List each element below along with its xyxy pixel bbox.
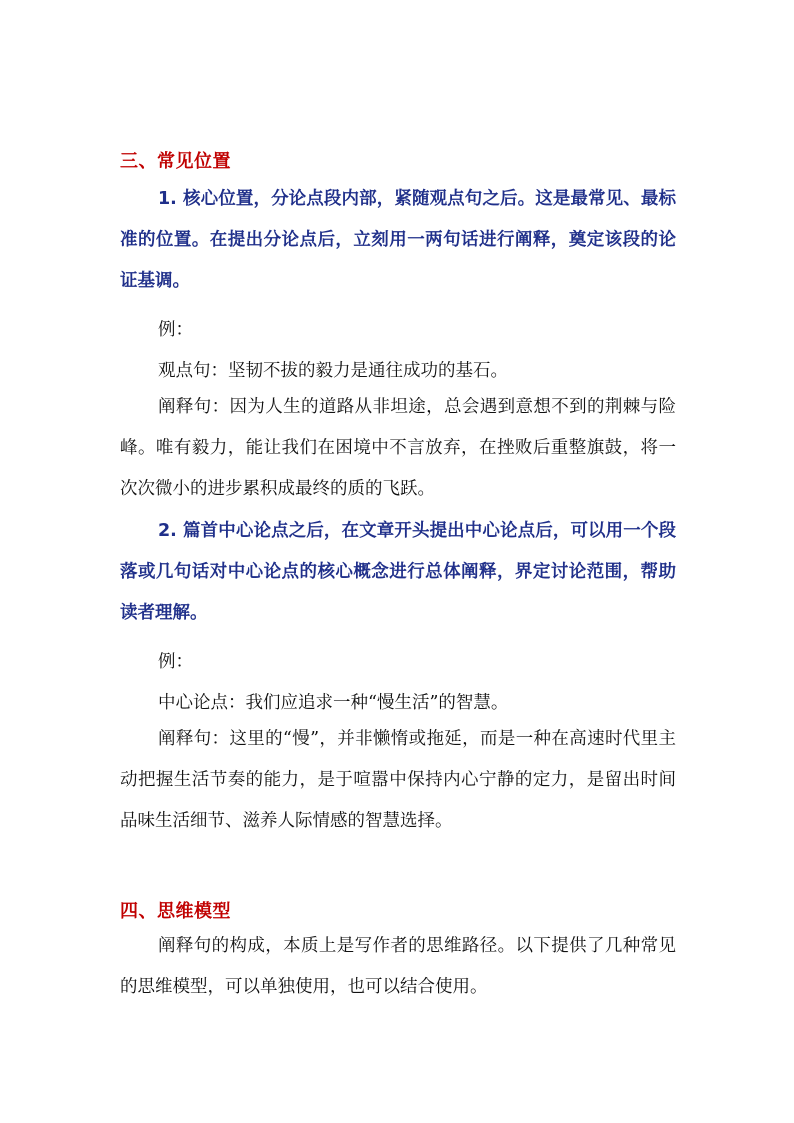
section-4-heading: 四、思维模型 xyxy=(120,901,231,922)
section-3-heading: 三、常见位置 xyxy=(120,151,231,172)
section-4-intro: 阐释句的构成，本质上是写作者的思维路径。以下提供了几种常见的思维模型，可以单独使用，也可以结合使用。 xyxy=(120,936,676,997)
item-2-explanation: 阐释句：这里的“慢”，并非懒惰或拖延，而是一种在高速时代里主动把握生活节奏的能力，是于喧嚣中保持内心宁静的定力，是留出时间品味生活细节、滋养人际情感的智慧选择。 xyxy=(120,729,676,831)
item-1-example-label: 例： xyxy=(158,320,193,340)
item-1-viewpoint: 观点句：坚韧不拔的毅力是通往成功的基石。 xyxy=(158,361,508,381)
item-2-title: 2. 篇首中心论点之后，在文章开头提出中心论点后，可以用一个段落或几句话对中心论点的核心概念进行总体阐释，界定讨论范围，帮助读者理解。 xyxy=(120,521,676,623)
item-2-thesis: 中心论点：我们应追求一种“慢生活”的智慧。 xyxy=(158,693,509,713)
item-1-explanation: 阐释句：因为人生的道路从非坦途，总会遇到意想不到的荆棘与险峰。唯有毅力，能让我们在困境中不言放弃，在挫败后重整旗鼓，将一次次微小的进步累积成最终的质的飞跃。 xyxy=(120,397,676,499)
item-2-example-label: 例： xyxy=(158,652,193,672)
item-1-title: 1. 核心位置，分论点段内部，紧随观点句之后。这是最常见、最标准的位置。在提出分论点后，立刻用一两句话进行阐释，奠定该段的论证基调。 xyxy=(120,189,676,291)
